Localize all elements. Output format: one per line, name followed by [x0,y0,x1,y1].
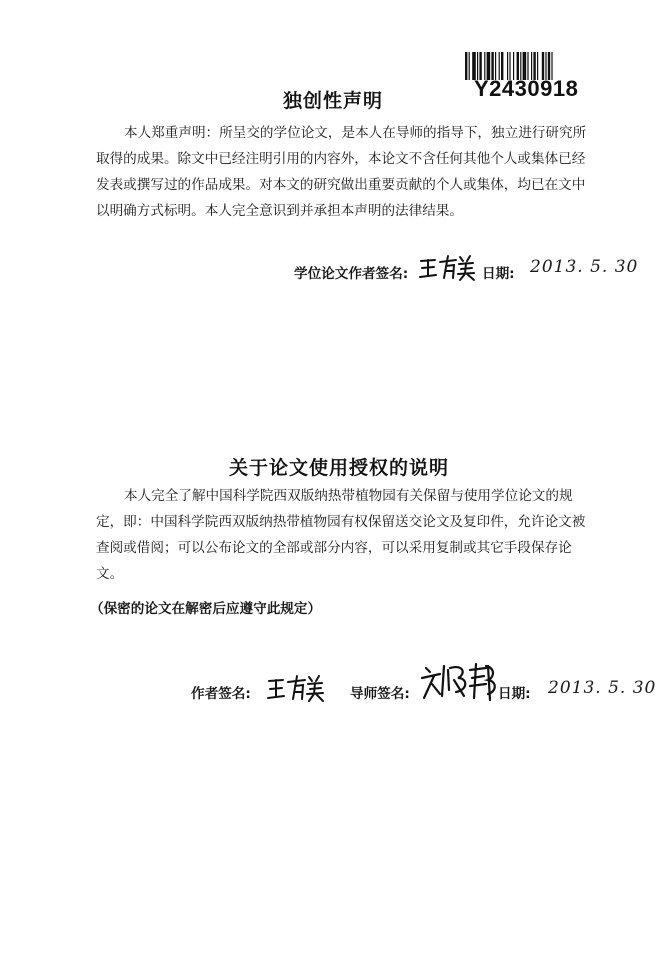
authorization-date-value: 2013. 5. 30 [548,678,657,698]
originality-date-label: 日期: [482,266,515,282]
originality-author-signature [418,252,476,282]
originality-date-value: 2013. 5. 30 [530,257,639,277]
handwritten-signature-icon [418,252,476,282]
authorization-title: 关于论文使用授权的说明 [228,457,449,479]
handwritten-signature-icon [266,672,326,704]
barcode-id: Y2430918 [474,76,579,101]
supervisor-label: 导师签名: [350,686,410,702]
authorization-body-text: 本人完全了解中国科学院西双版纳热带植物园有关保留与使用学位论文的规定，即：中国科学院西双版纳热带植物园有权保留送交论文及复印件，允许论文被查阅或借阅；可以公布论文的全部或部分内容，可以采用复制或其它手段保存论文。 [96,488,586,582]
originality-title: 独创性声明 [282,90,383,112]
originality-body [96,120,596,224]
originality-body-text: 本人郑重声明：所呈交的学位论文，是本人在导师的指导下，独立进行研究所取得的成果。除文中已经注明引用的内容外，本论文不含任何其他个人或集体已经发表或撰写过的作品成果。对本文的研究做出重要贡献的个人或集体，均已在文中以明确方式标明。本人完全意识到并承担本声明的法律结果。 [96,125,587,219]
authorization-date-label: 日期: [498,686,531,702]
authorization-body [96,483,596,587]
confidential-note: （保密的论文在解密后应遵守此规定） [90,601,322,617]
originality-author-label: 学位论文作者签名: [294,266,409,282]
supervisor-signature [420,660,500,704]
authorization-author-label: 作者签名: [191,686,251,702]
handwritten-signature-icon [420,660,500,704]
authorization-author-signature [266,672,326,704]
